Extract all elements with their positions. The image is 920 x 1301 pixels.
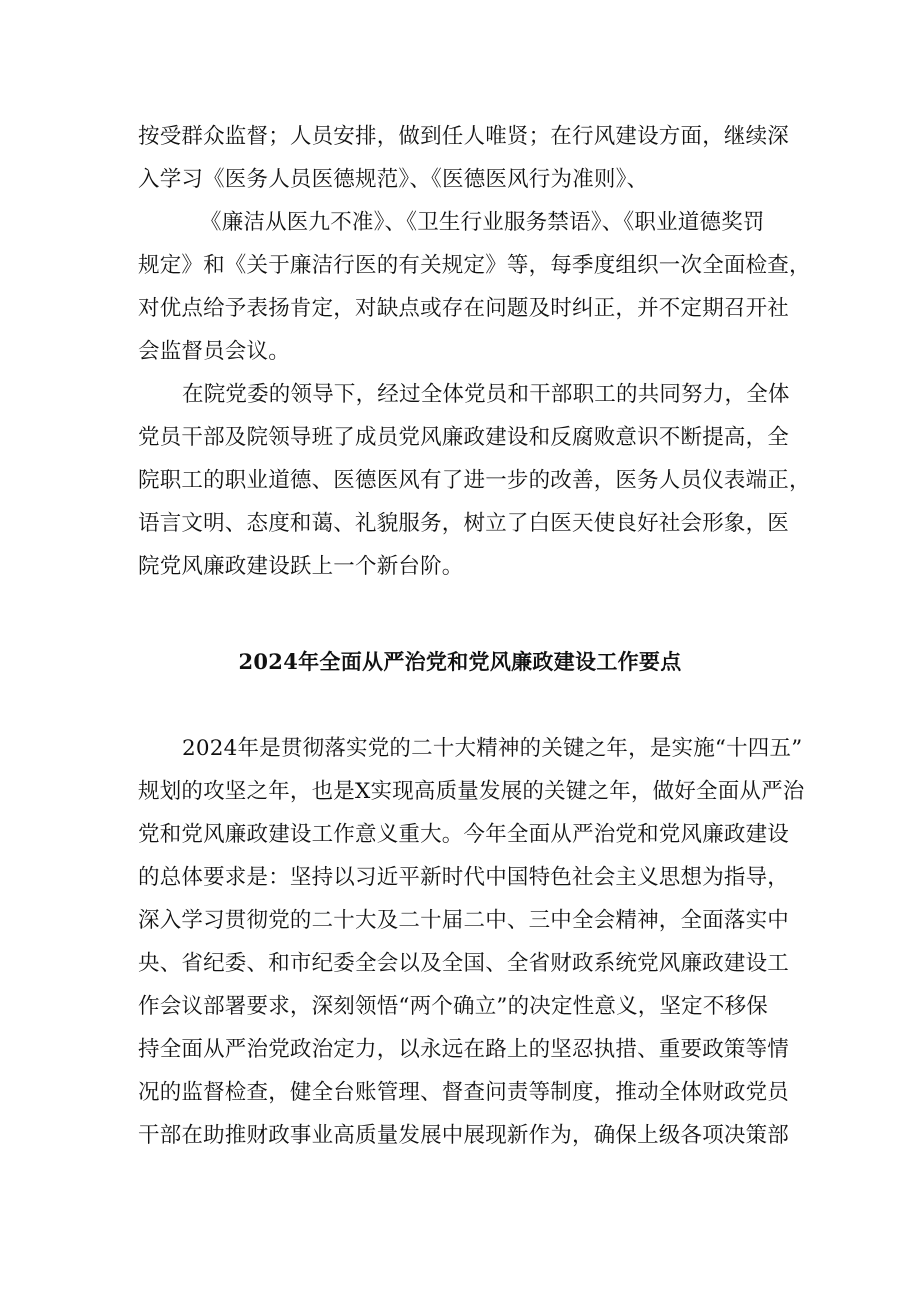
body-text-line: 院职工的职业道德、医德医风有了进一步的改善，医务人员仪表端正， bbox=[138, 468, 811, 493]
body-text-line: 作会议部署要求，深刻领悟“两个确立”的决定性意义，坚定不移保 bbox=[138, 994, 768, 1019]
body-text-line: 会监督员会议。 bbox=[138, 339, 290, 364]
body-text-line: 央、省纪委、和市纪委全会以及全国、全省财政系统党风廉政建设工 bbox=[138, 951, 790, 976]
body-text-line: 况的监督检查，健全台账管理、督查问责等制度，推动全体财政党员 bbox=[138, 1080, 790, 1105]
body-text-line: 语言文明、态度和蔼、礼貌服务，树立了白医天使良好社会形象，医 bbox=[138, 511, 790, 536]
body-text-line: 2024年是贯彻落实党的二十大精神的关键之年，是实施“十四五” bbox=[182, 736, 803, 761]
body-text-line: 入学习《医务人员医德规范》、《医德医风行为准则》、 bbox=[138, 167, 649, 192]
body-text-line: 的总体要求是：坚持以习近平新时代中国特色社会主义思想为指导， bbox=[138, 865, 790, 890]
body-text-line: 党和党风廉政建设工作意义重大。今年全面从严治党和党风廉政建设 bbox=[138, 822, 790, 847]
body-text-line: 在院党委的领导下，经过全体党员和干部职工的共同努力，全体 bbox=[182, 382, 790, 407]
body-text-line: 深入学习贯彻党的二十大及二十届二中、三中全会精神，全面落实中 bbox=[138, 908, 790, 933]
body-text-line: 对优点给予表扬肯定，对缺点或存在问题及时纠正，并不定期召开社 bbox=[138, 296, 790, 321]
body-text-line: 规划的攻坚之年，也是X实现高质量发展的关键之年，做好全面从严治 bbox=[138, 779, 805, 804]
body-text-line: 《廉洁从医九不准》、《卫生行业服务禁语》、《职业道德奖罚 bbox=[200, 210, 765, 235]
body-text-line: 规定》和《关于廉洁行医的有关规定》等，每季度组织一次全面检查， bbox=[138, 253, 811, 278]
section-heading: 2024年全面从严治党和党风廉政建设工作要点 bbox=[238, 649, 682, 674]
body-text-line: 党员干部及院领导班了成员党风廉政建设和反腐败意识不断提高，全 bbox=[138, 425, 790, 450]
body-text-line: 按受群众监督；人员安排，做到任人唯贤；在行风建设方面，继续深 bbox=[138, 124, 790, 149]
body-text-line: 持全面从严治党政治定力，以永远在路上的坚忍执措、重要政策等情 bbox=[138, 1037, 790, 1062]
body-text-line: 干部在助推财政事业高质量发展中展现新作为，确保上级各项决策部 bbox=[138, 1123, 790, 1148]
body-text-line: 院党风廉政建设跃上一个新台阶。 bbox=[138, 554, 464, 579]
